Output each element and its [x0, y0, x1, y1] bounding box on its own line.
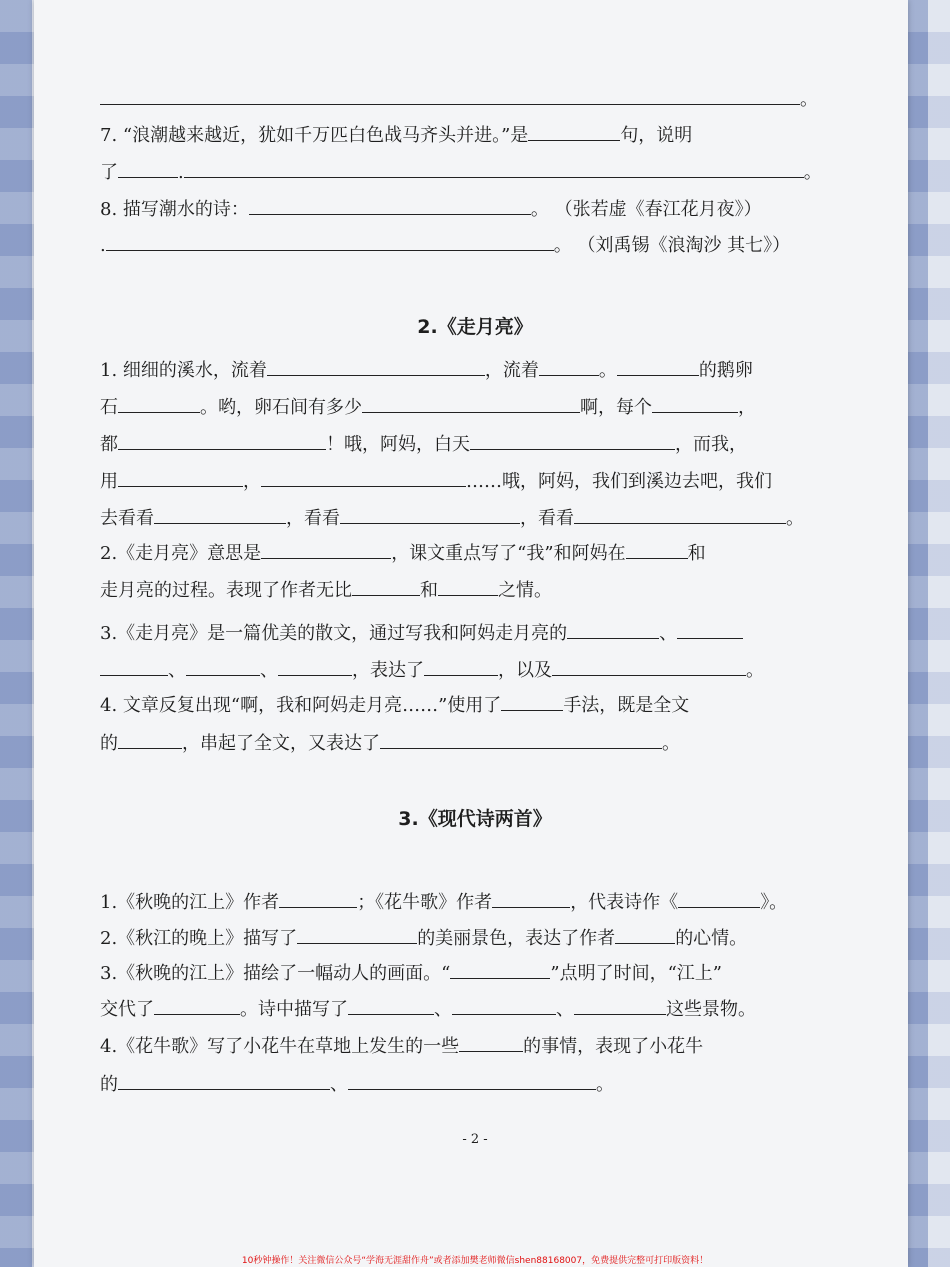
answer-blank[interactable]: [492, 889, 570, 908]
question-8: 8. 描写潮水的诗： 。 （张若虚《春江花月夜》）: [100, 196, 820, 223]
answer-blank[interactable]: [470, 431, 675, 450]
answer-blank[interactable]: [380, 730, 662, 749]
question-4-line2: 的 ，串起了全文，又表达了 。: [100, 730, 820, 757]
question-1-line2: 石 。哟，卵石间有多少 啊，每个 ，: [100, 394, 820, 421]
answer-blank[interactable]: [278, 657, 352, 676]
question-3-line2: 交代了 。诗中描写了 、 、 这些景物。: [100, 996, 820, 1023]
question-4: 4. 文章反复出现“啊，我和阿妈走月亮……”使用了 手法，既是全文: [100, 692, 820, 719]
answer-blank[interactable]: [615, 925, 675, 944]
question-1-line3: 都 ！哦，阿妈，白天 ，而我，: [100, 431, 820, 458]
answer-blank[interactable]: [362, 394, 580, 413]
answer-blank[interactable]: [617, 357, 699, 376]
answer-blank[interactable]: [424, 657, 498, 676]
question-2-line2: 走月亮的过程。表现了作者无比 和 之情。: [100, 577, 820, 604]
answer-blank[interactable]: [297, 925, 417, 944]
line-continuation: 。: [100, 86, 820, 113]
question-1: 1. 细细的溪水，流着 ，流着 。 的鹅卵: [100, 357, 820, 384]
answer-blank[interactable]: [450, 960, 550, 979]
answer-blank[interactable]: [100, 86, 800, 105]
answer-blank[interactable]: [118, 1071, 330, 1090]
answer-blank[interactable]: [652, 394, 738, 413]
question-3-line2: 、 、 ，表达了 ，以及 。: [100, 657, 820, 684]
question-1-line5: 去看看 ，看看 ，看看 。: [100, 505, 820, 532]
answer-blank[interactable]: [261, 468, 466, 487]
question-4-line2: 的 、 。: [100, 1071, 820, 1098]
question-4: 4.《花牛歌》写了小花牛在草地上发生的一些 的事情，表现了小花牛: [100, 1033, 820, 1060]
answer-blank[interactable]: [574, 505, 786, 524]
question-2: 2.《走月亮》意思是 ，课文重点写了“我”和阿妈在 和: [100, 540, 820, 567]
section-title: 2.《走月亮》: [417, 316, 533, 338]
question-3: 3.《秋晚的江上》描绘了一幅动人的画面。“ ”点明了时间，“江上”: [100, 960, 820, 987]
answer-blank[interactable]: [348, 1071, 596, 1090]
answer-blank[interactable]: [539, 357, 599, 376]
question-7: 7. “浪潮越来越近，犹如千万匹白色战马齐头并进。”是 句，说明: [100, 122, 820, 149]
answer-blank[interactable]: [459, 1033, 523, 1052]
answer-blank[interactable]: [340, 505, 520, 524]
answer-blank[interactable]: [118, 159, 178, 178]
answer-blank[interactable]: [118, 468, 243, 487]
answer-blank[interactable]: [249, 196, 531, 215]
answer-blank[interactable]: [567, 620, 659, 639]
answer-blank[interactable]: [118, 394, 200, 413]
answer-blank[interactable]: [552, 657, 746, 676]
answer-blank[interactable]: [626, 540, 688, 559]
question-1: 1.《秋晚的江上》作者 ；《花牛歌》作者 ，代表诗作《 》。: [100, 889, 820, 916]
question-3: 3.《走月亮》是一篇优美的散文，通过写我和阿妈走月亮的 、: [100, 620, 820, 647]
watermark-footer: 10秒钟操作！关注微信公众号“学海无涯甜作舟”或者添加樊老师微信shen88168007，免费提供完整可打印版资料！: [241, 1256, 709, 1266]
answer-blank[interactable]: [106, 232, 554, 251]
answer-blank[interactable]: [677, 620, 743, 639]
answer-blank[interactable]: [678, 889, 760, 908]
answer-blank[interactable]: [501, 692, 563, 711]
answer-blank[interactable]: [348, 996, 434, 1015]
answer-blank[interactable]: [154, 996, 240, 1015]
answer-blank[interactable]: [184, 159, 804, 178]
page-number: - 2 -: [462, 1132, 488, 1147]
answer-blank[interactable]: [261, 540, 391, 559]
section-title: 3.《现代诗两首》: [398, 808, 552, 830]
answer-blank[interactable]: [279, 889, 357, 908]
answer-blank[interactable]: [154, 505, 286, 524]
answer-blank[interactable]: [574, 996, 666, 1015]
answer-blank[interactable]: [528, 122, 620, 141]
question-8-cont: . 。 （刘禹锡《浪淘沙 其七》）: [100, 232, 820, 259]
answer-blank[interactable]: [186, 657, 260, 676]
answer-blank[interactable]: [438, 577, 498, 596]
answer-blank[interactable]: [118, 431, 326, 450]
question-1-line4: 用 ， ……哦，阿妈，我们到溪边去吧，我们: [100, 468, 820, 495]
question-7-cont: 了 . 。: [100, 159, 820, 186]
answer-blank[interactable]: [100, 657, 168, 676]
answer-blank[interactable]: [352, 577, 420, 596]
answer-blank[interactable]: [118, 730, 182, 749]
answer-blank[interactable]: [267, 357, 485, 376]
answer-blank[interactable]: [452, 996, 556, 1015]
question-2: 2.《秋江的晚上》描写了 的美丽景色，表达了作者 的心情。: [100, 925, 820, 952]
